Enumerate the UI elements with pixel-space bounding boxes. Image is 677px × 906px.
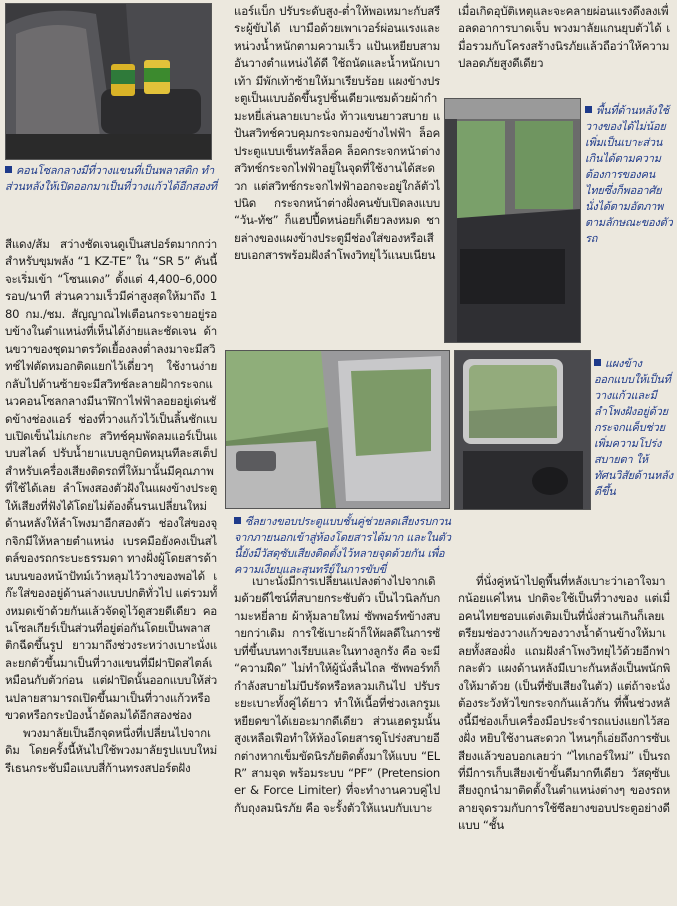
caption-side-panel-text: แผงข้างออกแบบให้เป็นที่วางแก้วและมีลำโพงฝังอยู่ด้วยกระจกแค็บช่วยเพิ่มความโปร่งสบายตา ให้ทัศนวิสัยด้านหลังดีขึ้น (594, 357, 673, 498)
caption-door-seal-text: ซีลยางขอบประตูแบบชั้นคู่ช่วยลดเสียงรบกวนจากภายนอกเข้าสู่ห้องโดยสารได้มาก และในตัวนี้ยังมีวัสดุซับเสียงติดตั้งไว้หลายจุดด้วยกัน เพื่อความเงียบและสุนทรีย์ในการขับขี่ (234, 515, 451, 576)
caption-bullet-icon (5, 166, 12, 173)
caption-bullet-icon (234, 517, 241, 524)
article-column-right-bottom (458, 573, 670, 903)
caption-side-panel (594, 356, 674, 500)
article-paragraph: เมื่อเกิดอุบัติเหตุและจะคลายผ่อนแรงดึงลงเพื่อลดอาการบาดเจ็บ พวงมาลัยแกนยุบตัวได้ เมื่อรวมกับโครงสร้างนิรภัยแล้วถือว่าให้ความปลอดภัยสูงดีเดียว (458, 4, 670, 71)
photo-rear-floor (444, 98, 581, 343)
article-column-right-top (458, 3, 670, 93)
article-column-middle-bottom (234, 573, 440, 903)
caption-rear-floor (585, 103, 673, 247)
caption-console (5, 163, 217, 195)
caption-rear-floor-text: พื้นที่ด้านหลังใช้วางของได้ไม่น้อย เพิ่มเป็นเบาะส่วนเกินได้ตามความต้องการของคนไทยซึ่งก็พออาศัยนั่งได้ตามอัตภาพตามลักษณะของตัวรถ (585, 104, 673, 245)
caption-bullet-icon (585, 106, 592, 113)
photo-side-panel (454, 350, 591, 510)
article-paragraph: แอร์แบ็ก ปรับระดับสูง-ต่ำให้พอเหมาะกับสรีระผู้ขับได้ เบามือด้วยเพาเวอร์ผ่อนแรงและหน่วงน้ำหนักตามความเร็ว แป้นเหยียบสามอันวางตำแหน่งได้ดี ใช้ถนัดและน้ำหนักเบาเท้า มีพักเท้าซ้ายให้มาเรียบร้อย แผงข้างประตูเป็นแบบอัดขึ้นรูปชิ้นเดียวแซมด้วยผ้ากำมะหยี่เล่นลายเบาะนั่ง ท้าวแขนยาวสบาย แป้นสวิทช์ควบคุมกระจกมองข้างไฟฟ้า ล็อคประตูแบบเซ็นทรัลล็อค ล็อคกระจกหน้าต่างสวิทช์กระจกไฟฟ้าอยู่ในจุดที่ใช้งานได้สะดวก แต่สวิทช์กระจกไฟฟ้าออกจะอยู่ใกล้ตัวไปนิด กระจกหน้าต่างฝั่งคนขับเปิดลงแบบ “วัน-ทัช” ก็แฮปปี้ดหน่อยก็เดียวลงหมด ชายล่างของแผงข้างประตูมีช่องใส่ของหรือเสียบเอกสารพร้อมฝังลำโพงวิทยุไว้แนบเนียน (234, 4, 440, 263)
article-paragraph: พวงมาลัยเป็นอีกจุดหนึ่งที่เปลี่ยนไปจากเดิม โดยครั้งนี้หันไปใช้พวงมาลัยรูปแบบใหม่รีเธนกระชับมือแบบสี่ก้านทรงสปอร์ตฝัง (5, 725, 217, 775)
caption-bullet-icon (594, 359, 601, 366)
article-paragraph: สีแดง/ส้ม สว่างชัดเจนดูเป็นสปอร์ตมากกว่า สำหรับขุมพลัง “1 KZ-TE” ใน “SR 5” คันนี้จะเริ่มเข้า “โซนแดง” ตั้งแต่ 4,400–6,000 รอบ/นาที ส่วนความเร็วมีค่าสูงสุดให้มาถึง 180 กม./ชม. สัญญาณไฟเตือนกระจายอยู่รอบข้างในตำแหน่งที่เห็นได้ง่ายและชัดเจน ด้านขวาของชุดมาตรวัดเยื้องลงต่ำลงมาจะมีสวิทช์ไฟตัดหมอกติดแยกไว้เดี่ยวๆ ใช้งานง่าย กลับไปด้านซ้ายจะมีสวิทช์ละลายฝ้ากระจกแนวคอนโซลกลางมีนาฬิกาไฟฟ้าลอยอยู่เด่นชัดข้างช่องแอร์ ช่องที่วางแก้วไว้เป็นลิ้นชักแบบเปิดเข็นไม่เกะกะ สวิทช์คุมพัดลมแอร์เป็นแบบสไลด์ ปรับน้ำยาแบบลูกบิดหมุนทีละสเต็ป สำหรับเครื่องเสียงติดรถที่ให้มานั้นมีคุณภาพที่ใช้ได้เลย ลำโพงสองตัวฝังในแผงข้างประตูให้เสียงที่ฟังได้โดยไม่ต้องดิ้นรนเปลี่ยนใหม่ ด้านหลังให้ลำโพงมาอีกสองตัว ช่องใส่ของจุกจิกมีให้หลายตำแหน่ง เบรคมือยังคงเป็นสไตล์ของรถกระบะธรรมดา ทางฝั่งผู้โดยสารด้านบนของหน้าปัทม์เว้าหลุมไว้วางของพอได้ เก๊ะใส่ของอยู่ด้านล่างแบบปกติทั่วไป แต่รวมทั้งหมดเข้าด้วยกันแล้วจัดดูไว้ดูสวยดีเดียว คอนโซลเกียร์เป็นส่วนที่อยู่ต่อกันโดยเป็นพลาสติกฉีดขึ้นรูป ยาวมาถึงช่วงระหว่างเบาะนั่งและยกตัวขึ้นมาเป็นที่วางแขนที่มีฝาปิดสไตล์เหมือนกับตัวก่อน แต่ฝาปิดนั้นออกแบบให้ส่วนปลายสามารถเปิดขึ้นมาเป็นที่วางแก้วหรือขวดหรือกระป๋องน้ำอัดลมได้อีกสองช่อง (5, 237, 217, 723)
article-column-middle-top (234, 3, 440, 348)
photo-center-console (5, 3, 212, 160)
article-paragraph: ที่นั่งคู่หน้าไปดูพื้นที่หลังเบาะว่าเอาใจมากน้อยแค่ไหน ปกติจะใช้เป็นที่วางของ แต่เมื่อคนไทยชอบแต่งเติมเป็นที่นั่งส่วนเกินก็เลยเตรียมช่องวางแก้วของวางน้ำด้านข้างให้มาเลยทั้งสองฝั่ง แถมฝังลำโพงวิทยุไว้ด้วยอีกฟากละตัว แผงด้านหลังมีเบาะกันหลังเป็นพนักพิงให้มาด้วย (เป็นที่ซับเสียงในตัว) แต่ถ้าจะนั่งต้องระวังหัวไขกระจกกันแล้วกัน ที่พื้นช่วงหลังนี้มีช่องเก็บเครื่องมือประจำรถแบ่งแยกไว้สองฝั่ง หยิบใช้งานสะดวก ไหนๆก็เอ่ยถึงการซับเสียงแล้วขอบอกเลยว่า “ไทเกอร์ใหม่” เป็นรถที่มีการเก็บเสียงเข้าขั้นดีมากทีเดียว วัสดุซับเสียงถูกนำมาติดตั้งในตำแหน่งต่างๆ ของรถหลายจุดรวมกับการใช้ซีลยางขอบประตูอย่างดีแบบ “ชั้น (458, 574, 670, 833)
caption-console-text: คอนโซลกลางมีที่วางแขนที่เป็นพลาสติก ทำส่วนหลังให้เปิดออกมาเป็นที่วางแก้วได้อีกสองที่ (5, 164, 217, 193)
article-column-left (5, 236, 217, 904)
caption-door-seal (234, 514, 452, 578)
photo-door-seal (225, 350, 450, 509)
article-paragraph: เบาะนั่งมีการเปลี่ยนแปลงต่างไปจากเดิมด้วยดีไซน์ที่สบายกระชับตัว เป็นไวนิลกับกำมะหยี่ลาย ผ้าหุ้มลายใหม่ ซัพพอร์ทข้างสบายกว่าเดิม การใช้เบาะผ้าก็ให้ผลดีในการซับที่ขึ้นบนทางเรียบและในทางลูกรัง คือ จะมี “ความฝืด” ไม่ทำให้ผู้นั่งลื่นไถล ซัพพอร์ทก็กำลังสบายไม่บีบรัดหรือหลวมเกินไป ปรับระยะเบาะทั้งคู่ได้ยาว ทำให้เนื้อที่ช่วงเลกรูมเหยียดขาได้เยอะมากดีเดียว ส่วนเฮดรูมนั้นสูงเหลือเฟือทำให้ห้องโดยสารดูโปร่งสบายอีกต่างหากเข็มขัดนิรภัยติดตั้งมาให้แบบ “ELR” สามจุด พร้อมระบบ “PF” (Pretensioner & Force Limiter) ที่จะทำงานควบคู่ไปกับถุงลมนิรภัย คือ จะรั้งตัวให้แนบกับเบาะ (234, 574, 440, 815)
